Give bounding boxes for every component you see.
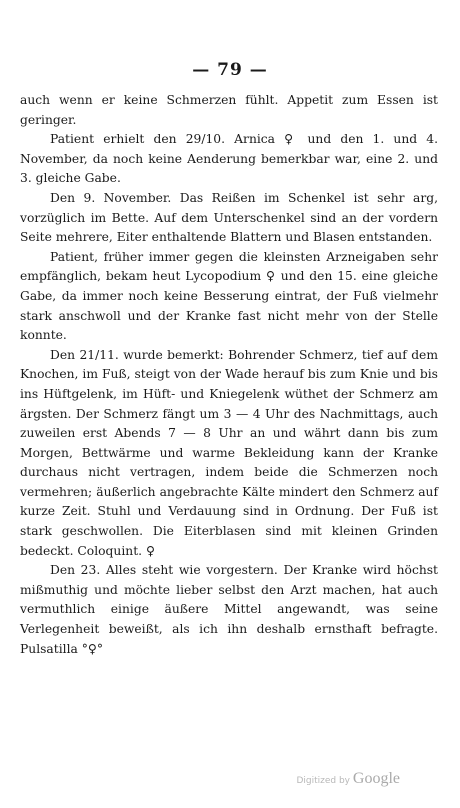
- paragraph: Den 9. November. Das Reißen im Schenkel ist sehr arg, vorzüglich im Bette. Auf dem Unterschenkel sind an der vordern Seite mehrere, Eiter enthaltende Blattern und Blasen entstanden.: [20, 190, 438, 245]
- page-number: — 79 —: [192, 60, 268, 80]
- watermark: [296, 770, 400, 788]
- paragraph: Den 23. Alles steht wie vorgestern. Der Kranke wird höchst mißmuthig und möchte lieber selbst den Arzt machen, hat auch vermuthlich einige äußere Mittel angewandt, was seine Verlegenheit beweißt, als ich ihn deshalb ernsthaft befragte. Pulsatilla °♀°: [20, 563, 438, 656]
- watermark-brand: Google: [352, 770, 400, 787]
- watermark-prefix: Digitized by: [296, 776, 351, 786]
- paragraph: Den 21/11. wurde bemerkt: Bohrender Schmerz, tief auf dem Knochen, im Fuß, steigt von der Wade herauf bis zum Knie und bis ins Hüftgelenk, im Hüft- und Kniegelenk wüthet der Schmerz am ärgsten. Der Schmerz fängt um 3 — 4 Uhr des Nachmittags, auch zuweilen erst Abends 7 — 8 Uhr an und währt dann bis zum Morgen, Bettwärme und warme Bekleidung kann der Kranke durchaus nicht vertragen, indem beide die Schmerzen noch vermehren; äußerlich angebrachte Kälte mindert den Schmerz auf kurze Zeit. Stuhl und Verdauung sind in Ordnung. Der Fuß ist stark geschwollen. Die Eiterblasen sind mit kleinen Grinden bedeckt. Coloquint. ♀: [20, 347, 438, 558]
- paragraph: Patient erhielt den 29/10. Arnica ♀ und den 1. und 4. November, da noch keine Aenderung bemerkbar war, eine 2. und 3. gleiche Gabe.: [20, 132, 438, 186]
- paragraph: Patient, früher immer gegen die kleinsten Arzneigaben sehr empfänglich, bekam heut Lycopodium ♀ und den 15. eine gleiche Gabe, da immer noch keine Besserung eintrat, der Fuß vielmehr stark anschwoll und der Kranke fast nicht mehr von der Stelle konnte.: [20, 249, 438, 343]
- paragraph: auch wenn er keine Schmerzen fühlt. Appetit zum Essen ist geringer.: [20, 93, 438, 127]
- text-block: [20, 91, 438, 659]
